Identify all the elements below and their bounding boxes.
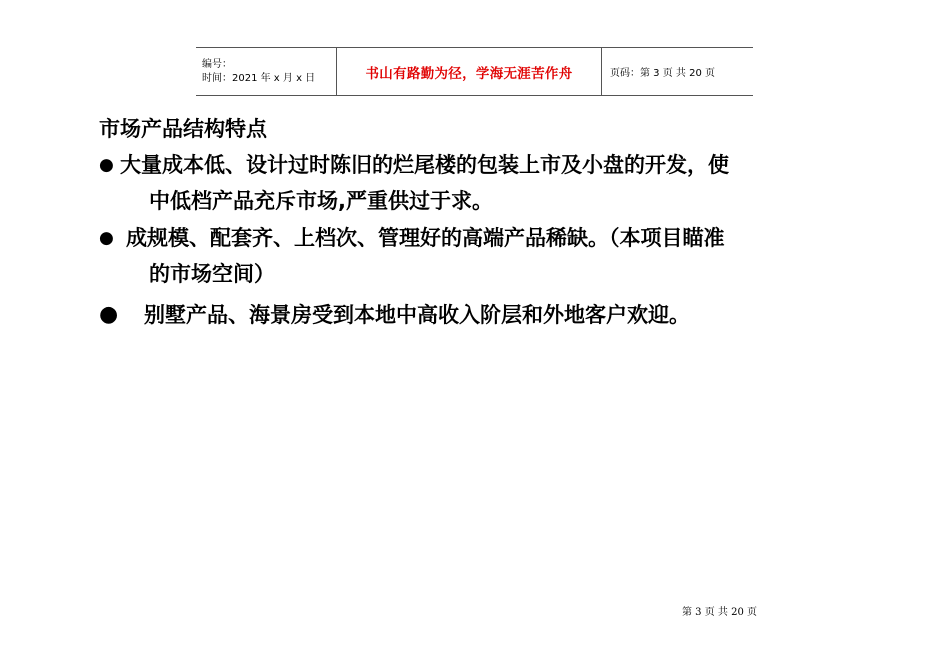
- bullet-item: [99, 220, 869, 292]
- bullet-dot-icon: ●: [99, 228, 114, 248]
- bullet-line: 中低档产品充斥市场,严重供过于求。: [149, 189, 493, 213]
- motto-text: 书山有路勤为径，学海无涯苦作舟: [365, 65, 573, 82]
- bullet-dot-icon: ●: [99, 302, 119, 327]
- bullet-dot-icon: ●: [99, 155, 114, 175]
- header-page-cell: [602, 48, 753, 95]
- bullet-item: [99, 147, 869, 219]
- header-info-cell: [196, 48, 337, 95]
- bullet-item: [99, 297, 869, 333]
- bullet-line: 的市场空间）: [149, 262, 275, 286]
- bullet-line: 别墅产品、海景房受到本地中高收入阶层和外地客户欢迎。: [144, 303, 690, 327]
- section-title: 市场产品结构特点: [99, 117, 267, 141]
- number-label: 编号：: [202, 58, 232, 70]
- slide-content: [99, 112, 869, 333]
- page-label: 页码：第 3 页 共 20 页: [610, 68, 715, 79]
- bullet-line: 成规模、配套齐、上档次、管理好的高端产品稀缺。（本项目瞄准: [126, 226, 725, 250]
- bullet-line: 大量成本低、设计过时陈旧的烂尾楼的包装上市及小盘的开发，使: [120, 153, 729, 177]
- document-header: [196, 47, 753, 96]
- page-footer: 第 3 页 共 20 页: [682, 607, 757, 618]
- date-label: 时间：2021 年 x 月 x 日: [202, 72, 316, 84]
- header-motto-cell: [337, 48, 602, 95]
